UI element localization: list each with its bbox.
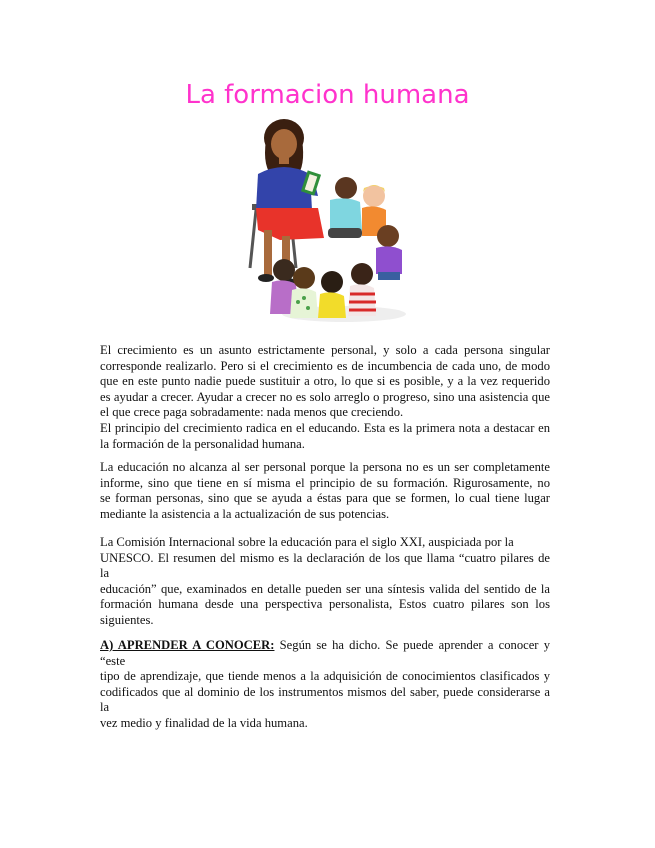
text-line: la [100, 566, 110, 581]
paragraph-educacion [100, 460, 550, 522]
text-line: tipo de aprendizaje, que tiende menos a la adquisición de conocimientos clasificados y [100, 669, 550, 684]
teacher-reading-to-children-icon [244, 118, 410, 328]
text-line: mediante la asistencia a la actualización de sus potencias. [100, 506, 390, 521]
text-line: siguientes. [100, 612, 154, 627]
text-line: La Comisión Internacional sobre la educación para el siglo XXI, auspiciada por la [100, 535, 514, 549]
text-line: “este [100, 653, 126, 668]
text-line: La educación no alcanza al ser personal porque la persona no es un ser completamente [100, 460, 550, 474]
text-line: informe, sino que tiene en sí misma el principio de su formación. Rigurosamente, no [100, 475, 550, 490]
text-line: formación humana desde una perspectiva personalista, Estos cuatro pilares son los [100, 597, 550, 612]
text-line [100, 638, 550, 654]
text-line: educación” que, examinados en detalle pueden ser una síntesis valida del sentido de la [100, 581, 550, 596]
text-line: corresponde realizarlo. Pero si el crecimiento es de incumbencia de cada uno, de modo [100, 358, 550, 373]
text-line: que en este punto nadie puede sustituir a otro, lo que si es posible, y a la vez requerido [100, 374, 550, 389]
text-line: es ayudar a crecer. Ayudar a crecer no es solo arreglo o progreso, sino una asistencia que [100, 389, 550, 404]
text-line: el que crece paga sobradamente: nada menos que creciendo. [100, 405, 404, 420]
text-line: vez medio y finalidad de la vida humana. [100, 715, 308, 730]
section-heading: A) APRENDER A CONOCER: [100, 638, 275, 652]
text-line: UNESCO. El resumen del mismo es la declaración de los que llama “cuatro pilares de [100, 550, 550, 565]
text-line: codificados que al dominio de los instrumentos mismos del saber, puede considerarse a [100, 684, 550, 699]
text-line: la [100, 700, 110, 715]
text-span: Según se ha dicho. Se puede aprender a conocer y [274, 638, 550, 652]
text-line: se forman personas, sino que se ayuda a éstas para que se formen, lo cual tiene lugar [100, 491, 550, 506]
text-line: la formación de la personalidad humana. [100, 436, 305, 451]
page-title: La formacion humana [185, 80, 470, 110]
paragraph-comision [100, 535, 550, 629]
paragraph-crecimiento [100, 343, 550, 452]
text-line: El principio del crecimiento radica en el educando. Esta es la primera nota a destacar en [100, 420, 550, 435]
paragraph-aprender-a-conocer [100, 638, 550, 732]
text-line: El crecimiento es un asunto estrictamente personal, y solo a cada persona singular [100, 343, 550, 357]
